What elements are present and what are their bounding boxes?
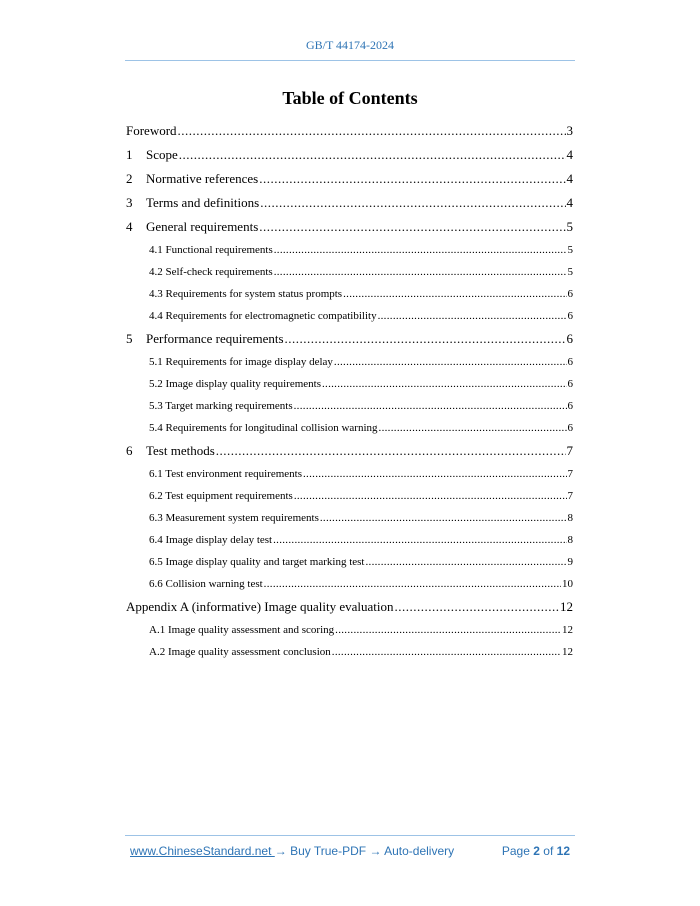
toc-entry[interactable] xyxy=(126,486,573,508)
toc-dot-leader xyxy=(264,574,561,594)
page-of-label: of xyxy=(543,844,554,858)
page-current: 2 xyxy=(533,844,540,858)
toc-entry-number: 5 xyxy=(126,331,133,346)
toc-entry-label: Foreword xyxy=(126,123,177,138)
toc-dot-leader xyxy=(259,168,565,190)
toc-dot-leader xyxy=(294,396,567,416)
page-title: Table of Contents xyxy=(282,88,418,108)
toc-entry-label: 6.1 Test environment requirements xyxy=(149,468,302,480)
toc-entry-label: Test methods xyxy=(146,443,215,458)
toc-entry-page: 6 xyxy=(567,288,573,300)
toc-entry[interactable] xyxy=(126,306,573,328)
toc-entry-number: 4 xyxy=(126,219,133,234)
toc-entry-page: 5 xyxy=(567,244,573,256)
toc-entry-number: 2 xyxy=(126,171,133,186)
toc-entry-label: 5.2 Image display quality requirements xyxy=(149,378,321,390)
toc-entry-label: Appendix A (informative) Image quality evaluation xyxy=(126,599,394,614)
toc-entry-number: 1 xyxy=(126,147,133,162)
toc-entry-page: 6 xyxy=(567,378,573,390)
toc-entry-label: 6.2 Test equipment requirements xyxy=(149,490,293,502)
toc-entry-label: 4.3 Requirements for system status prompts xyxy=(149,288,343,300)
toc-entry-page: 7 xyxy=(566,443,573,458)
footer-divider xyxy=(125,835,575,836)
toc-entry-number: 3 xyxy=(126,195,133,210)
toc-entry-page: 8 xyxy=(567,534,573,546)
toc-dot-leader xyxy=(379,418,567,438)
toc-entry[interactable] xyxy=(126,552,573,574)
toc-entry[interactable] xyxy=(126,574,573,596)
toc-dot-leader xyxy=(322,374,567,394)
toc-dot-leader xyxy=(365,552,566,572)
toc-entry-label: 5.1 Requirements for image display delay xyxy=(149,356,333,368)
toc-entry[interactable] xyxy=(126,620,573,642)
toc-entry[interactable] xyxy=(126,216,573,240)
toc-entry[interactable] xyxy=(126,642,573,664)
toc-entry-label: 4.4 Requirements for electromagnetic compatibility xyxy=(149,310,377,322)
toc-entry-label: 4.2 Self-check requirements xyxy=(149,266,273,278)
toc-entry-label: 6.5 Image display quality and target marking test xyxy=(149,556,365,568)
chinesestandard-link[interactable]: www.ChineseStandard.net xyxy=(130,844,275,858)
toc-entry-page: 4 xyxy=(566,195,573,210)
toc-entry-label: 6.6 Collision warning test xyxy=(149,578,263,590)
toc-entry-page: 4 xyxy=(566,171,573,186)
toc-entry-page: 6 xyxy=(567,422,573,434)
toc-dot-leader xyxy=(303,464,567,484)
toc-entry[interactable] xyxy=(126,192,573,216)
toc-entry-page: 6 xyxy=(567,310,573,322)
page-indicator xyxy=(502,844,570,858)
toc-dot-leader xyxy=(285,328,566,350)
toc-entry-page: 6 xyxy=(566,331,573,346)
toc-entry-page: 9 xyxy=(567,556,573,568)
toc-entry-page: 12 xyxy=(560,599,573,614)
toc-entry[interactable] xyxy=(126,352,573,374)
document-header xyxy=(0,38,700,53)
toc-entry-label: 5.3 Target marking requirements xyxy=(149,400,293,412)
toc-entry[interactable] xyxy=(126,440,573,464)
toc-entry[interactable] xyxy=(126,374,573,396)
toc-entry-label: 6.3 Measurement system requirements xyxy=(149,512,319,524)
toc-entry[interactable] xyxy=(126,168,573,192)
toc-entry-page: 5 xyxy=(567,266,573,278)
toc-dot-leader xyxy=(395,596,559,618)
toc-dot-leader xyxy=(178,120,566,142)
toc-entry-label: Performance requirements xyxy=(146,331,284,346)
toc-dot-leader xyxy=(259,216,565,238)
toc-dot-leader xyxy=(378,306,567,326)
toc-entry-label: 5.4 Requirements for longitudinal collision warning xyxy=(149,422,378,434)
toc-entry-page: 12 xyxy=(562,646,573,658)
toc-dot-leader xyxy=(274,262,567,282)
toc-entry[interactable] xyxy=(126,396,573,418)
toc-entry[interactable] xyxy=(126,508,573,530)
toc-entry[interactable] xyxy=(126,464,573,486)
toc-entry[interactable] xyxy=(126,596,573,620)
toc-entry-label: 6.4 Image display delay test xyxy=(149,534,273,546)
toc-dot-leader xyxy=(179,144,566,166)
buy-delivery-text: → Buy True-PDF → Auto-delivery xyxy=(274,844,455,858)
toc-entry[interactable] xyxy=(126,530,573,552)
toc-entry[interactable] xyxy=(126,284,573,306)
toc-entry-page: 3 xyxy=(566,123,573,138)
toc-entry[interactable] xyxy=(126,262,573,284)
toc-dot-leader xyxy=(273,530,566,550)
toc-entry-label: Terms and definitions xyxy=(146,195,260,210)
toc-entry[interactable] xyxy=(126,240,573,262)
toc-entry-page: 7 xyxy=(567,468,573,480)
toc-dot-leader xyxy=(260,192,565,214)
table-of-contents xyxy=(126,120,573,664)
toc-entry-page: 6 xyxy=(567,400,573,412)
page-total: 12 xyxy=(556,844,570,858)
page-label: Page xyxy=(501,844,530,858)
toc-dot-leader xyxy=(320,508,567,528)
toc-entry-label: A.1 Image quality assessment and scoring xyxy=(149,624,335,636)
page-footer xyxy=(130,844,570,860)
toc-entry-page: 12 xyxy=(562,624,573,636)
toc-entry-page: 4 xyxy=(566,147,573,162)
toc-dot-leader xyxy=(294,486,567,506)
toc-entry-label: A.2 Image quality assessment conclusion xyxy=(149,646,331,658)
toc-entry-label: General requirements xyxy=(146,219,259,234)
toc-entry-page: 5 xyxy=(566,219,573,234)
header-divider xyxy=(125,60,575,61)
toc-entry[interactable] xyxy=(126,328,573,352)
toc-entry-label: Scope xyxy=(146,147,178,162)
toc-entry-page: 7 xyxy=(567,490,573,502)
toc-entry-label: 4.1 Functional requirements xyxy=(149,244,273,256)
toc-entry[interactable] xyxy=(126,120,573,144)
document-id: GB/T 44174-2024 xyxy=(305,38,395,52)
toc-dot-leader xyxy=(274,240,567,260)
toc-dot-leader xyxy=(216,440,566,462)
toc-dot-leader xyxy=(334,352,567,372)
toc-dot-leader xyxy=(335,620,561,640)
toc-entry[interactable] xyxy=(126,418,573,440)
toc-entry-number: 6 xyxy=(126,443,133,458)
toc-entry-page: 10 xyxy=(562,578,573,590)
toc-entry-page: 6 xyxy=(567,356,573,368)
toc-entry-label: Normative references xyxy=(146,171,259,186)
toc-dot-leader xyxy=(343,284,566,304)
toc-entry-page: 8 xyxy=(567,512,573,524)
toc-dot-leader xyxy=(332,642,561,662)
toc-entry[interactable] xyxy=(126,144,573,168)
